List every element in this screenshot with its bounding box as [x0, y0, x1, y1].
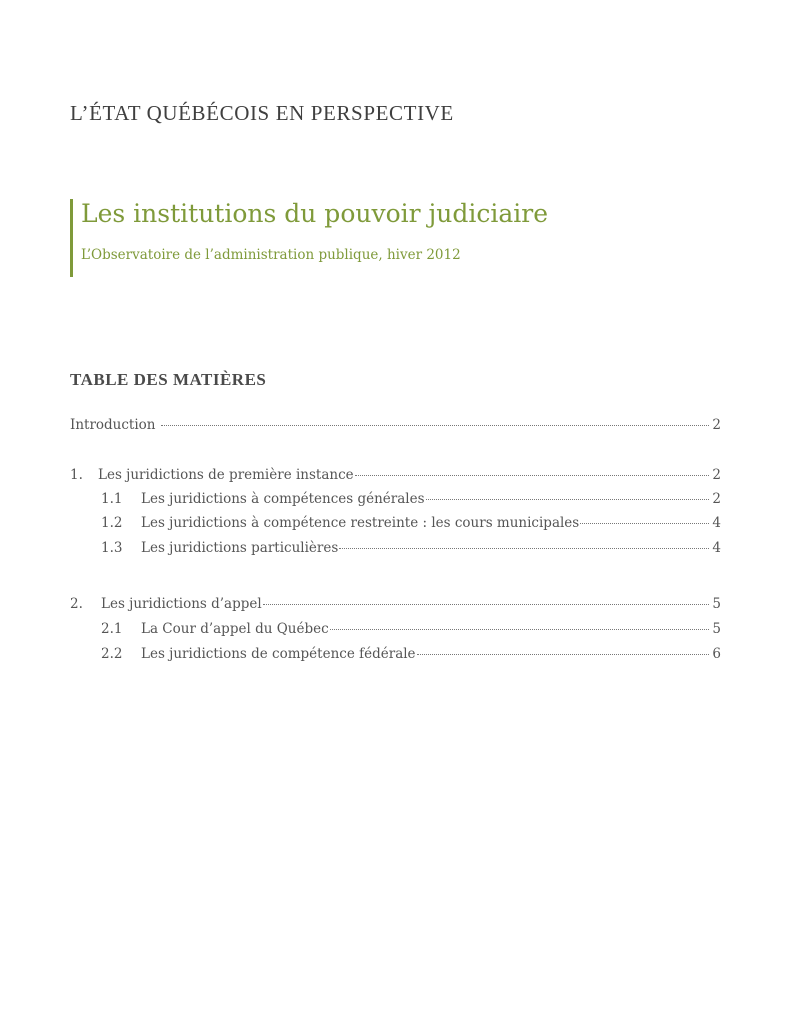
toc-entry-page: 5 — [712, 621, 721, 637]
toc-entry-section-1-2[interactable] — [101, 513, 721, 533]
toc-leader — [580, 523, 709, 524]
toc-leader — [355, 475, 710, 476]
toc-entry-section-1-1[interactable] — [101, 489, 721, 509]
toc-heading: TABLE DES MATIÈRES — [70, 370, 267, 389]
toc-entry-number: 1.3 — [101, 540, 123, 556]
toc-entry-section-1[interactable] — [70, 465, 721, 485]
toc-entry-section-2[interactable] — [70, 594, 721, 614]
toc-entry-number: 2.1 — [101, 621, 123, 637]
series-title: L’ÉTAT QUÉBÉCOIS EN PERSPECTIVE — [70, 101, 454, 125]
toc-leader — [426, 499, 710, 500]
toc-entry-text: Les juridictions d’appel — [101, 596, 262, 612]
toc-entry-number: 2.2 — [101, 646, 123, 662]
toc-entry-number: 1. — [70, 467, 83, 483]
toc-entry-page: 2 — [712, 491, 721, 507]
document-subtitle: L’Observatoire de l’administration publique, hiver 2012 — [81, 247, 461, 263]
toc-entry-page: 2 — [712, 417, 721, 433]
toc-leader — [263, 604, 710, 605]
document-title: Les institutions du pouvoir judiciaire — [81, 199, 549, 228]
toc-entry-page: 4 — [712, 540, 721, 556]
toc-entry-page: 6 — [712, 646, 721, 662]
toc-leader — [161, 425, 710, 426]
toc-entry-section-1-3[interactable] — [101, 538, 721, 558]
toc-leader — [339, 548, 709, 549]
toc-entry-number: 2. — [70, 596, 83, 612]
toc-entry-text: Les juridictions particulières — [141, 540, 339, 556]
toc-entry-number: 1.1 — [101, 491, 123, 507]
toc-entry-introduction[interactable] — [70, 415, 721, 435]
toc-entry-page: 5 — [712, 596, 721, 612]
toc-entry-text: Introduction — [70, 417, 156, 433]
toc-entry-text: Les juridictions de première instance — [98, 467, 354, 483]
toc-entry-section-2-2[interactable] — [101, 644, 721, 664]
toc-entry-section-2-1[interactable] — [101, 619, 721, 639]
toc-entry-text: La Cour d’appel du Québec — [141, 621, 329, 637]
title-block — [70, 199, 733, 277]
toc-entry-page: 2 — [712, 467, 721, 483]
toc-leader — [417, 654, 710, 655]
toc-entry-text: Les juridictions à compétences générales — [141, 491, 425, 507]
toc-entry-page: 4 — [712, 515, 721, 531]
toc-leader — [330, 629, 710, 630]
toc-entry-number: 1.2 — [101, 515, 123, 531]
toc-entry-text: Les juridictions de compétence fédérale — [141, 646, 416, 662]
toc-entry-text: Les juridictions à compétence restreinte : les cours municipales — [141, 515, 580, 531]
